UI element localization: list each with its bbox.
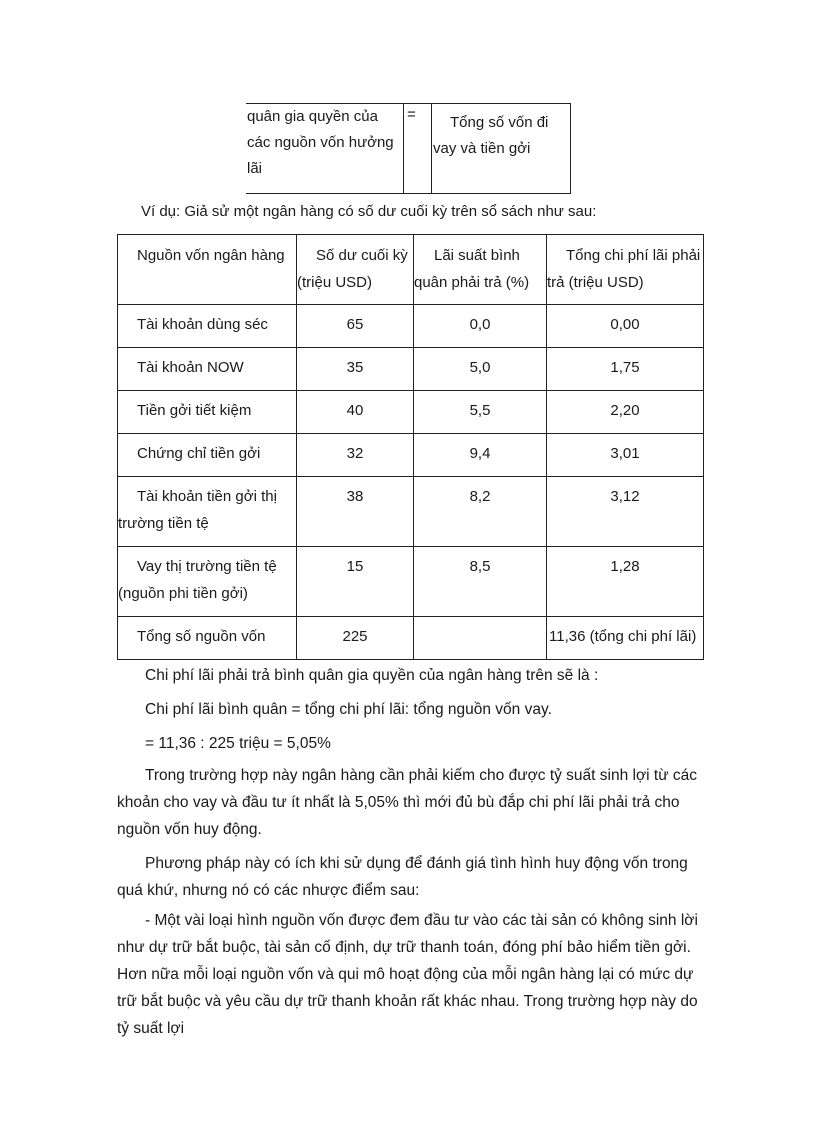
row-rate: 8,5 — [469, 558, 491, 575]
formula-right-cell — [432, 104, 571, 194]
formula-result: = 11,36 : 225 triệu = 5,05% — [145, 735, 331, 752]
example-intro: Ví dụ: Giả sử một ngân hàng có số dư cuối kỳ trên sổ sách như sau: — [141, 203, 597, 220]
formula-left-cell — [246, 104, 404, 194]
row-cost: 0,00 — [610, 316, 640, 333]
paragraph: Chi phí lãi phải trả bình quân gia quyền của ngân hàng trên sẽ là : — [145, 667, 599, 684]
table-row — [118, 348, 704, 391]
paragraph: Trong trường hợp này ngân hàng cần phải kiếm cho được tỷ suất sinh lợi từ các khoản cho vay và đầu tư ít nhất là 5,05% thì mới đủ bù đắp chi phí lãi phải trả cho nguồn vốn huy động. — [117, 767, 697, 838]
row-cost: 2,20 — [610, 402, 640, 419]
header-rate: Lãi suất bình quân phải trả (%) — [414, 247, 530, 291]
total-label: Tổng số nguồn vốn — [137, 628, 266, 645]
row-balance: 32 — [346, 445, 364, 462]
formula-equals: = — [404, 104, 432, 194]
formula-left-line: lãi — [247, 160, 263, 177]
header-cost: Tổng chi phí lãi phải trả (triệu USD) — [547, 247, 701, 291]
row-balance: 38 — [346, 488, 364, 505]
formula-right-line: vay và tiền gởi — [433, 140, 531, 157]
table-row — [118, 305, 704, 348]
formula-fragment-table — [246, 103, 571, 194]
row-balance: 40 — [346, 402, 364, 419]
row-source: Tài khoản NOW — [137, 359, 244, 376]
row-balance: 15 — [346, 558, 364, 575]
row-rate: 9,4 — [469, 445, 491, 462]
total-balance: 225 — [342, 628, 368, 645]
row-rate: 5,0 — [469, 359, 491, 376]
row-source: Vay thị trường tiền tệ (nguồn phi tiền gởi) — [118, 558, 277, 602]
interest-cost-table — [117, 234, 704, 660]
table-total-row — [118, 617, 704, 660]
row-balance: 35 — [346, 359, 364, 376]
formula-left-line: quân gia quyền của — [247, 108, 378, 125]
formula-right-line: Tổng số vốn đi — [450, 114, 549, 131]
paragraph: - Một vài loại hình nguồn vốn được đem đầu tư vào các tài sản có không sinh lời như dự trữ bắt buộc, tài sản cố định, dự trữ thanh toán, đóng phí bảo hiểm tiền gởi. Hơn nữa mỗi loại nguồn vốn và qui mô hoạt động của mỗi ngân hàng lại có mức dự trữ bắt buộc và yêu cầu dự trữ thanh khoản rất khác nhau. Trong trường hợp này do tỷ suất lợi — [117, 912, 698, 1037]
formula-left-line: các nguồn vốn hưởng — [247, 134, 394, 151]
row-cost: 3,01 — [610, 445, 640, 462]
row-source: Tài khoản dùng séc — [137, 316, 268, 333]
table-row — [118, 547, 704, 617]
row-cost: 1,75 — [610, 359, 640, 376]
row-source: Chứng chỉ tiền gởi — [137, 445, 261, 462]
total-cost: 11,36 (tổng chi phí lãi) — [549, 628, 697, 645]
row-rate: 0,0 — [469, 316, 491, 333]
row-cost: 1,28 — [610, 558, 640, 575]
table-header-row — [118, 235, 704, 305]
paragraph: Phương pháp này có ích khi sử dụng để đánh giá tình hình huy động vốn trong quá khứ, nhưng nó có các nhược điểm sau: — [117, 855, 688, 899]
row-rate: 8,2 — [469, 488, 491, 505]
header-balance: Số dư cuối kỳ (triệu USD) — [297, 247, 408, 291]
row-cost: 3,12 — [610, 488, 640, 505]
row-rate: 5,5 — [469, 402, 491, 419]
row-source: Tiền gởi tiết kiệm — [137, 402, 252, 419]
table-row — [118, 477, 704, 547]
table-row — [118, 391, 704, 434]
row-balance: 65 — [346, 316, 364, 333]
row-source: Tài khoản tiền gởi thị trường tiền tệ — [118, 488, 277, 532]
paragraph: Chi phí lãi bình quân = tổng chi phí lãi: tổng nguồn vốn vay. — [145, 701, 552, 718]
total-rate — [414, 617, 546, 623]
table-row — [118, 434, 704, 477]
header-source: Nguồn vốn ngân hàng — [137, 247, 285, 264]
